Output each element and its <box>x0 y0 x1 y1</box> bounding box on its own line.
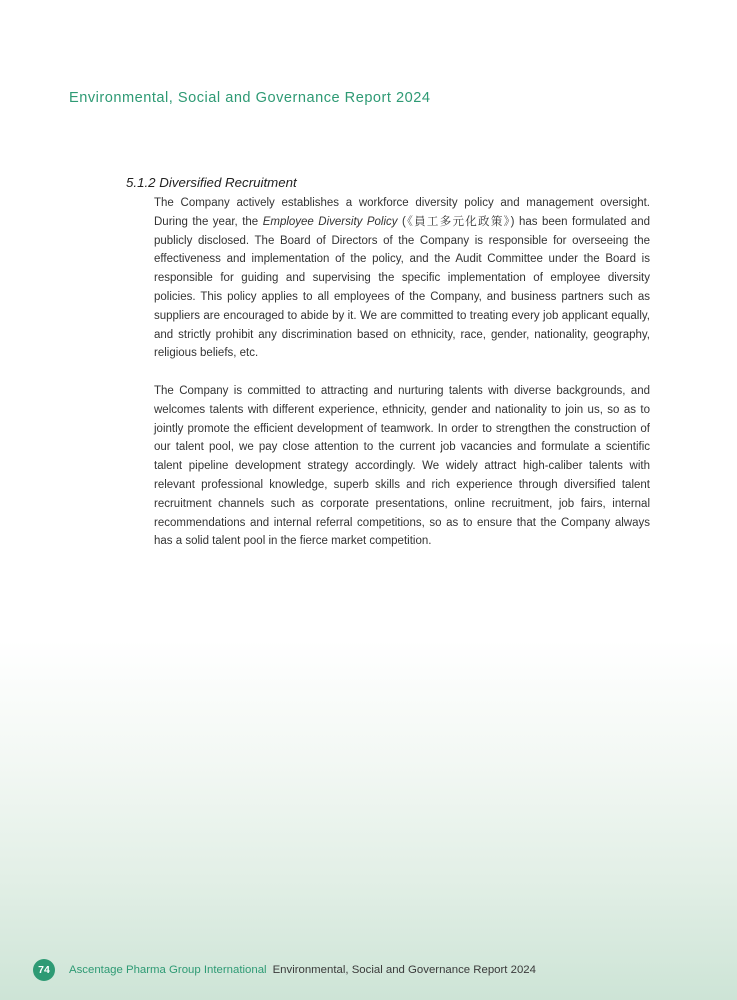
paragraph-1 <box>154 194 650 363</box>
running-header: Environmental, Social and Governance Report 2024 <box>69 90 431 106</box>
section-heading <box>126 175 297 190</box>
footer-company-name: Ascentage Pharma Group International <box>69 964 267 976</box>
page-number-badge: 74 <box>33 959 55 981</box>
body-text <box>154 194 650 570</box>
policy-name: Employee Diversity Policy <box>262 215 398 228</box>
paragraph-2: The Company is committed to attracting and nurturing talents with diverse backgrounds, and welcomes talents with different experience, ethnicity, gender and nationality to join us, so as to jointly promote the efficient development of teamwork. In order to strengthen the construction of our talent pool, we pay close attention to the current job vacancies and formulate a scientific talent pipeline development strategy accordingly. We widely attract high-caliber talents with relevant professional knowledge, superb skills and rich experience through diversified talent recruitment channels such as corporate presentations, online recruitment, job fairs, internal recommendations and internal referral competitions, so as to ensure that the Company always has a solid talent pool in the fierce market competition. <box>154 384 650 548</box>
paragraph-1-intro: The Company actively establishes a workforce diversity policy and management oversight. During the year, the <box>154 197 650 228</box>
section-number: 5.1.2 <box>126 175 156 190</box>
page-footer <box>33 958 536 982</box>
paragraph-1-rest: (《員工多元化政策》) has been formulated and publicly disclosed. The Board of Directors of the Company is responsible for overseeing the effectiveness and implementation of the policy, and the Audit Committee under the Board is responsible for guiding and supervising the specific implementation of employee diversity policies. This policy applies to all employees of the Company, and business partners such as suppliers are encouraged to abide by it. We are committed to treating every job applicant equally, and strictly prohibit any discrimination based on ethnicity, race, gender, nationality, geography, religious beliefs, etc. <box>154 215 651 360</box>
section-title: Diversified Recruitment <box>159 175 297 190</box>
footer-report-name: Environmental, Social and Governance Report 2024 <box>272 964 536 976</box>
